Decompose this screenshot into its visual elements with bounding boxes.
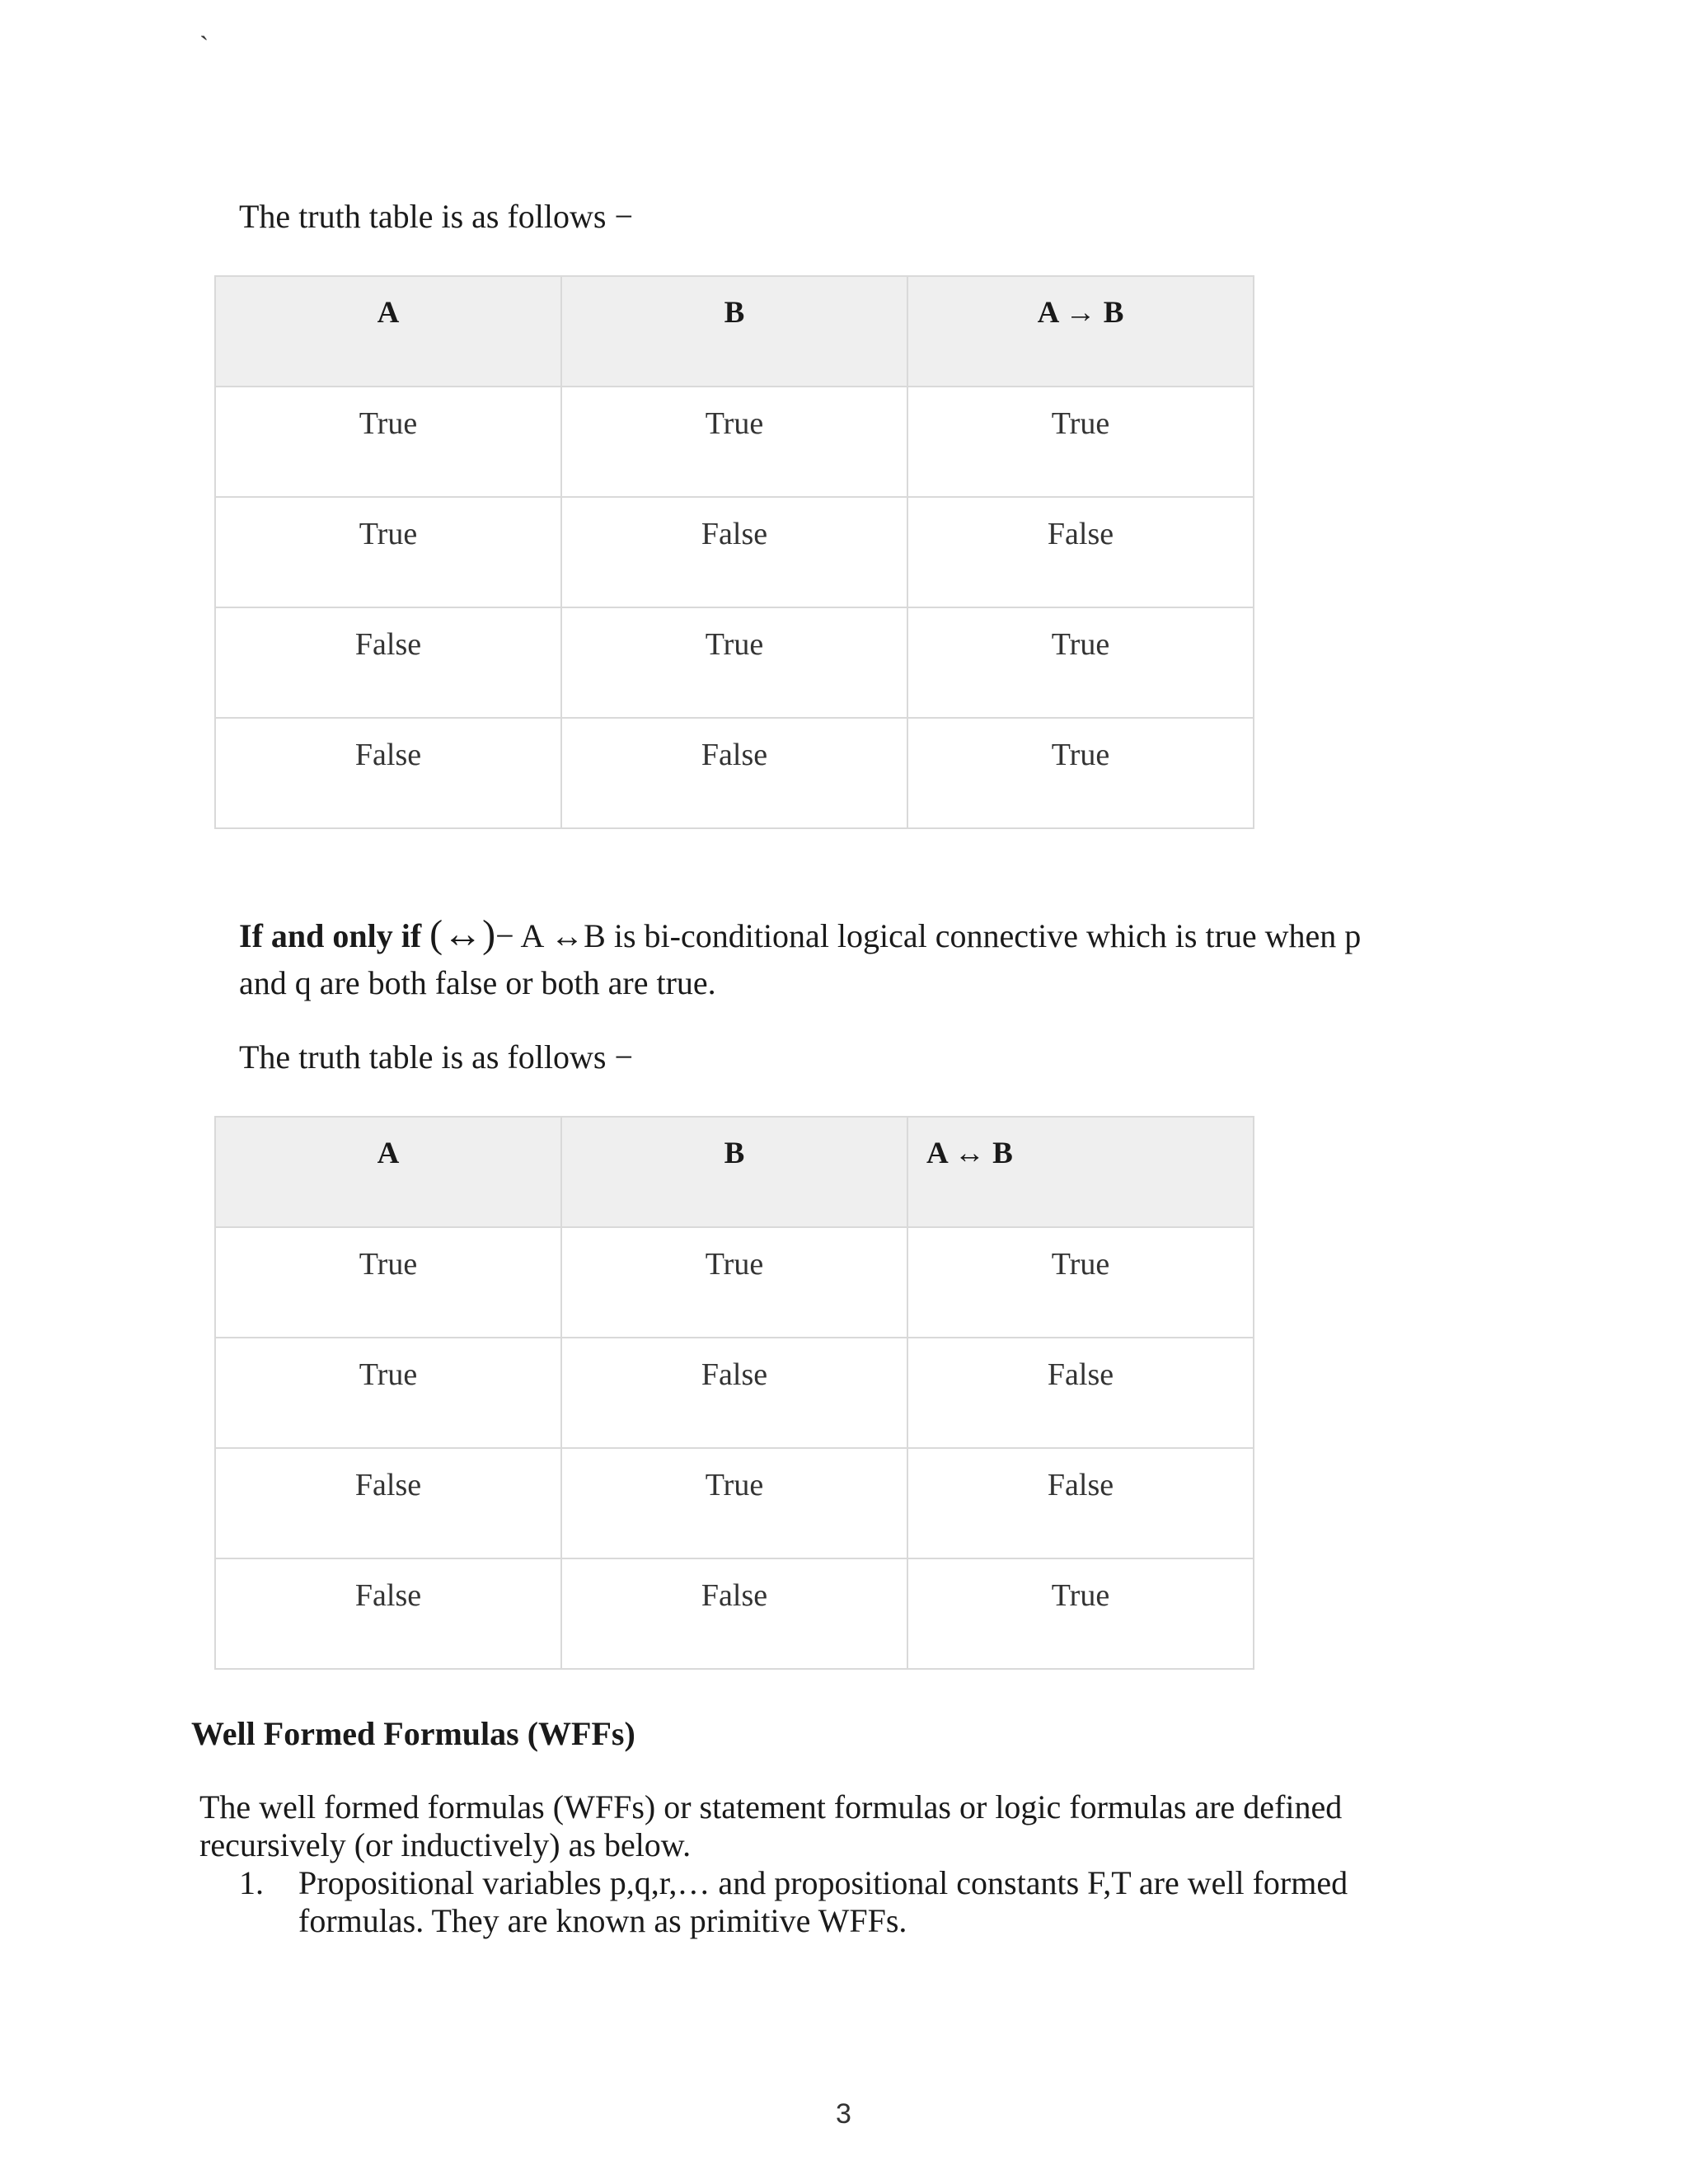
table-cell: True bbox=[215, 387, 561, 497]
table-cell: False bbox=[215, 1448, 561, 1558]
table-cell: True bbox=[561, 607, 907, 718]
column-header-b: B bbox=[561, 1117, 907, 1227]
table-cell: True bbox=[215, 1338, 561, 1448]
table-cell: False bbox=[215, 718, 561, 828]
table-cell: False bbox=[561, 497, 907, 607]
table-row bbox=[215, 387, 1254, 497]
table-row bbox=[215, 1227, 1254, 1338]
biconditional-table-intro: The truth table is as follows − bbox=[239, 1038, 634, 1076]
wff-definition-paragraph: The well formed formulas (WFFs) or statement formulas or logic formulas are defined recursively (or inductively) as below. bbox=[199, 1788, 1343, 1863]
column-header-a-iff-b: A ↔ B bbox=[907, 1117, 1254, 1227]
table-cell: False bbox=[215, 607, 561, 718]
table-cell: True bbox=[907, 718, 1254, 828]
table-cell: False bbox=[907, 497, 1254, 607]
biconditional-truth-table bbox=[214, 1116, 1254, 1670]
biconditional-term: If and only if bbox=[239, 917, 422, 954]
biconditional-definition bbox=[239, 911, 1385, 1006]
table-cell: True bbox=[215, 1227, 561, 1338]
corner-mark: ` bbox=[199, 31, 209, 62]
table-cell: True bbox=[561, 1227, 907, 1338]
table-row bbox=[215, 607, 1254, 718]
table-cell: False bbox=[907, 1448, 1254, 1558]
page-number: 3 bbox=[836, 2098, 851, 2130]
table-cell: True bbox=[907, 387, 1254, 497]
table-header-row bbox=[215, 1117, 1254, 1227]
table-cell: True bbox=[907, 607, 1254, 718]
column-header-a: A bbox=[215, 276, 561, 387]
table-row bbox=[215, 1558, 1254, 1669]
table-cell: False bbox=[561, 718, 907, 828]
table-cell: True bbox=[561, 387, 907, 497]
list-item-text: Propositional variables p,q,r,… and propositional constants F,T are well formed formulas. They are known as primitive WFFs. bbox=[298, 1864, 1348, 1939]
table-cell: False bbox=[907, 1338, 1254, 1448]
section-heading-wff: Well Formed Formulas (WFFs) bbox=[191, 1715, 635, 1752]
table-cell: True bbox=[907, 1558, 1254, 1669]
wff-rules-list bbox=[239, 1864, 1393, 1940]
table-cell: False bbox=[215, 1558, 561, 1669]
implication-table-intro: The truth table is as follows − bbox=[239, 198, 634, 235]
table-row bbox=[215, 1338, 1254, 1448]
implication-truth-table bbox=[214, 275, 1254, 829]
column-header-a-implies-b: A → B bbox=[907, 276, 1254, 387]
column-header-b: B bbox=[561, 276, 907, 387]
table-row bbox=[215, 1448, 1254, 1558]
list-item bbox=[239, 1864, 1393, 1940]
biconditional-description: − A ↔B is bi-conditional logical connective which is true when p and q are both false or both are true. bbox=[239, 917, 1362, 1001]
table-cell: False bbox=[561, 1338, 907, 1448]
biconditional-symbol: (↔) bbox=[429, 912, 496, 956]
list-item-number: 1. bbox=[239, 1864, 264, 1901]
table-row bbox=[215, 718, 1254, 828]
table-cell: False bbox=[561, 1558, 907, 1669]
column-header-a: A bbox=[215, 1117, 561, 1227]
table-cell: True bbox=[561, 1448, 907, 1558]
table-header-row bbox=[215, 276, 1254, 387]
table-row bbox=[215, 497, 1254, 607]
table-cell: True bbox=[907, 1227, 1254, 1338]
table-cell: True bbox=[215, 497, 561, 607]
